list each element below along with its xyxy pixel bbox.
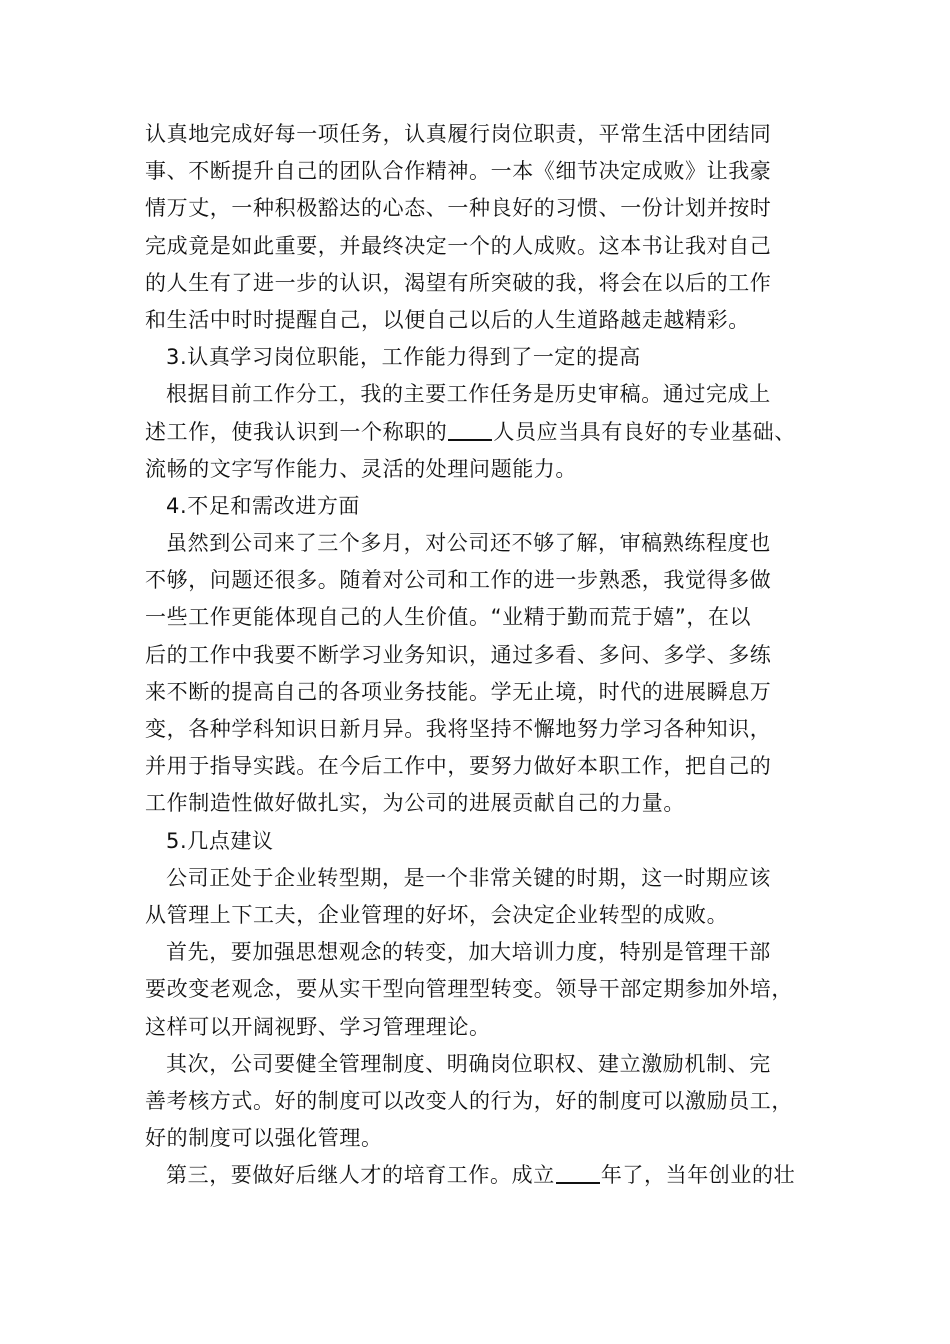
section-heading-4: 4.不足和需改进方面 bbox=[166, 493, 361, 518]
paragraph-line: 首先，要加强思想观念的转变，加大培训力度，特别是管理干部 bbox=[166, 940, 771, 965]
paragraph-line: 好的制度可以强化管理。 bbox=[145, 1126, 383, 1151]
paragraph-line: 完成竟是如此重要，并最终决定一个的人成败。这本书让我对自己 bbox=[145, 233, 772, 258]
paragraph-line: 根据目前工作分工，我的主要工作任务是历史审稿。通过完成上 bbox=[166, 382, 771, 407]
paragraph-text: 第三，要做好后继人才的培育工作。成立 bbox=[166, 1163, 555, 1188]
paragraph-line: 认真地完成好每一项任务，认真履行岗位职责，平常生活中团结同 bbox=[145, 122, 772, 146]
paragraph-line: 情万丈，一种积极豁达的心态、一种良好的习惯、一份计划并按时 bbox=[145, 196, 772, 221]
section-heading-3: 3.认真学习岗位职能，工作能力得到了一定的提高 bbox=[166, 345, 641, 370]
paragraph-text: 年了，当年创业的壮 bbox=[600, 1163, 796, 1188]
paragraph-line: 的人生有了进一步的认识，渴望有所突破的我，将会在以后的工作 bbox=[145, 270, 772, 295]
paragraph-line: 流畅的文字写作能力、灵活的处理问题能力。 bbox=[145, 456, 577, 481]
paragraph-text: 述工作，使我认识到一个称职的 bbox=[145, 419, 448, 444]
paragraph-line-with-blank bbox=[145, 1157, 810, 1194]
document-body bbox=[145, 116, 810, 1194]
paragraph-line: 并用于指导实践。在今后工作中，要努力做好本职工作，把自己的 bbox=[145, 754, 772, 779]
paragraph-line: 来不断的提高自己的各项业务技能。学无止境，时代的进展瞬息万 bbox=[145, 679, 772, 704]
fill-in-blank bbox=[448, 417, 492, 441]
paragraph-line: 工作制造性做好做扎实，为公司的进展贡献自己的力量。 bbox=[145, 791, 685, 816]
paragraph-line: 一些工作更能体现自己的人生价值。“业精于勤而荒于嬉”，在以 bbox=[145, 605, 752, 630]
paragraph-line: 和生活中时时提醒自己，以便自己以后的人生道路越走越精彩。 bbox=[145, 307, 750, 332]
paragraph-line: 不够，问题还很多。随着对公司和工作的进一步熟悉，我觉得多做 bbox=[145, 568, 772, 593]
paragraph-line: 从管理上下工夫，企业管理的好坏，会决定企业转型的成败。 bbox=[145, 902, 729, 927]
paragraph-line: 公司正处于企业转型期，是一个非常关键的时期，这一时期应该 bbox=[166, 865, 771, 890]
paragraph-line: 其次，公司要健全管理制度、明确岗位职权、建立激励机制、完 bbox=[166, 1051, 771, 1076]
paragraph-line-with-blank bbox=[145, 414, 810, 451]
paragraph-line: 后的工作中我要不断学习业务知识，通过多看、多问、多学、多练 bbox=[145, 642, 772, 667]
paragraph-line: 善考核方式。好的制度可以改变人的行为，好的制度可以激励员工， bbox=[145, 1088, 793, 1113]
paragraph-text: 人员应当具有良好的专业基础、 bbox=[493, 419, 796, 444]
paragraph-line: 事、不断提升自己的团队合作精神。一本《细节决定成败》让我豪 bbox=[145, 159, 772, 184]
paragraph-line: 这样可以开阔视野、学习管理理论。 bbox=[145, 1014, 491, 1039]
section-heading-5: 5.几点建议 bbox=[166, 828, 274, 853]
paragraph-line: 虽然到公司来了三个多月，对公司还不够了解，审稿熟练程度也 bbox=[166, 531, 771, 556]
paragraph-line: 变，各种学科知识日新月异。我将坚持不懈地努力学习各种知识， bbox=[145, 717, 772, 741]
fill-in-blank bbox=[556, 1160, 600, 1184]
paragraph-line: 要改变老观念，要从实干型向管理型转变。领导干部定期参加外培， bbox=[145, 977, 793, 1002]
